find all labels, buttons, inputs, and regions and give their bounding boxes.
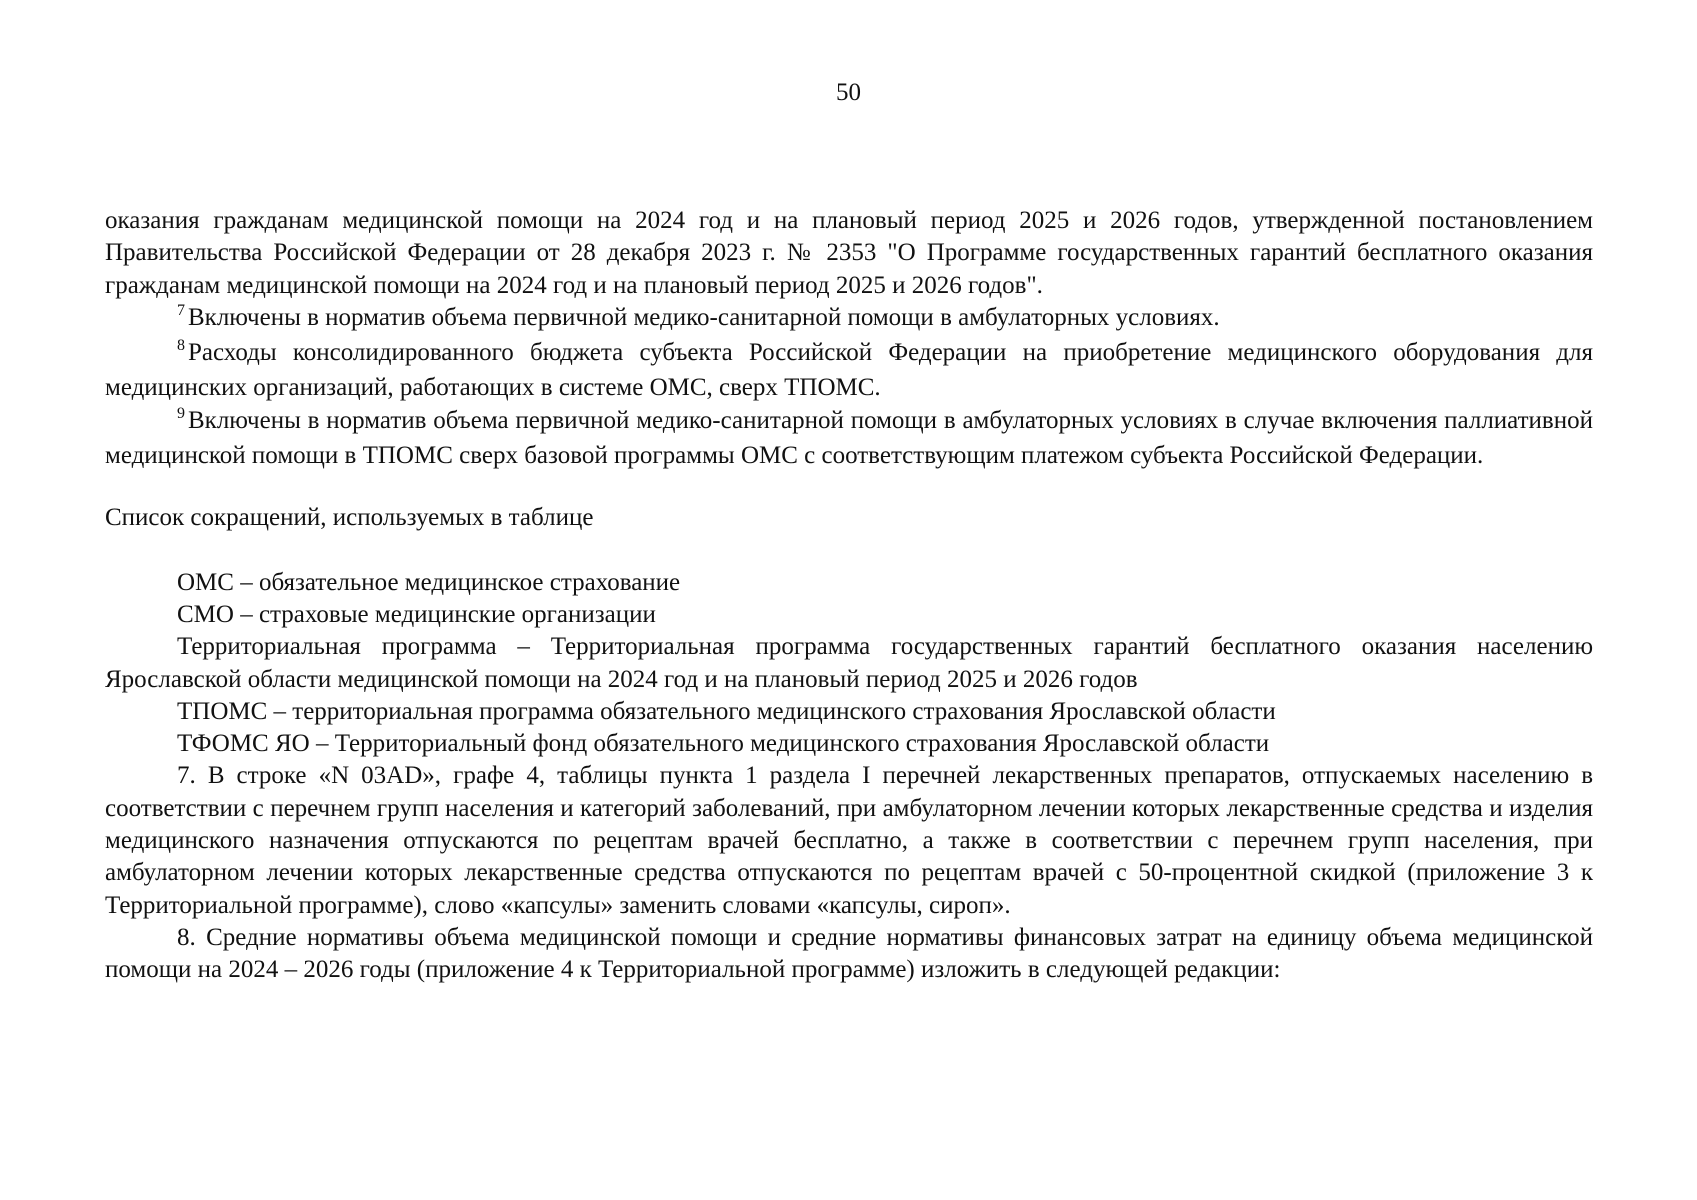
abbreviation-oms: ОМС – обязательное медицинское страхование [177, 568, 681, 596]
item-7-paragraph: 7. В строке «N 03AD», графе 4, таблицы пункта 1 раздела I перечней лекарственных препаратов, отпускаемых населению в соответствии с перечнем групп населения и категорий заболеваний, при амбулаторном лечении которых лекарственные средства и изделия медицинского назначения отпускаются по рецептам врачей бесплатно, а также в соответствии с перечнем групп населения, при амбулаторном лечении которых лекарственные средства отпускаются по рецептам врачей с 50-процентной скидкой (приложение 3 к Территориальной программе), слово «капсулы» заменить словами «капсулы, сироп». [105, 762, 1593, 919]
footnote-text: Включены в норматив объема первичной медико-санитарной помощи в амбулаторных условиях. [188, 303, 1220, 331]
abbreviation-tfoms: ТФОМС ЯО – Территориальный фонд обязательного медицинского страхования Ярославской области [177, 730, 1270, 758]
abbreviation-tpoms: ТПОМС – территориальная программа обязательного медицинского страхования Ярославской области [177, 697, 1276, 725]
page-number: 50 [836, 79, 861, 106]
footnote-number: 9 [177, 404, 185, 422]
footnote-9 [105, 405, 1593, 473]
footnote-number: 8 [177, 337, 185, 355]
abbreviation-smo: СМО – страховые медицинские организации [177, 600, 656, 628]
footnote-text: Включены в норматив объема первичной медико-санитарной помощи в амбулаторных условиях в случае включения паллиативной медицинской помощи в ТПОМС сверх базовой программы ОМС с соответствующим платежом субъекта Российской Федерации. [105, 406, 1593, 470]
footnote-8 [105, 337, 1593, 405]
footnote-number: 7 [177, 301, 185, 319]
item-8-paragraph: 8. Средние нормативы объема медицинской помощи и средние нормативы финансовых затрат на единицу объема медицинской помощи на 2024 – 2026 годы (приложение 4 к Территориальной программе) изложить в следующей редакции: [105, 923, 1593, 984]
footnote-text: Расходы консолидированного бюджета субъекта Российской Федерации на приобретение медицинского оборудования для медицинских организаций, работающих в системе ОМС, сверх ТПОМС. [105, 339, 1593, 402]
intro-paragraph: оказания гражданам медицинской помощи на 2024 год и на плановый период 2025 и 2026 годов, утвержденной постановлением Правительства Российской Федерации от 28 декабря 2023 г. № 2353 "О Программе государственных гарантий бесплатного оказания гражданам медицинской помощи на 2024 год и на плановый период 2025 и 2026 годов". [105, 207, 1593, 299]
abbreviation-territorial-program: Территориальная программа – Территориальная программа государственных гарантий бесплатного оказания населению Ярославской области медицинской помощи на 2024 год и на плановый период 2025 и 2026 годов [105, 633, 1593, 693]
document-body [105, 205, 1593, 987]
abbreviations-heading: Список сокращений, используемых в таблице [105, 504, 594, 532]
footnote-7 [105, 302, 1593, 337]
